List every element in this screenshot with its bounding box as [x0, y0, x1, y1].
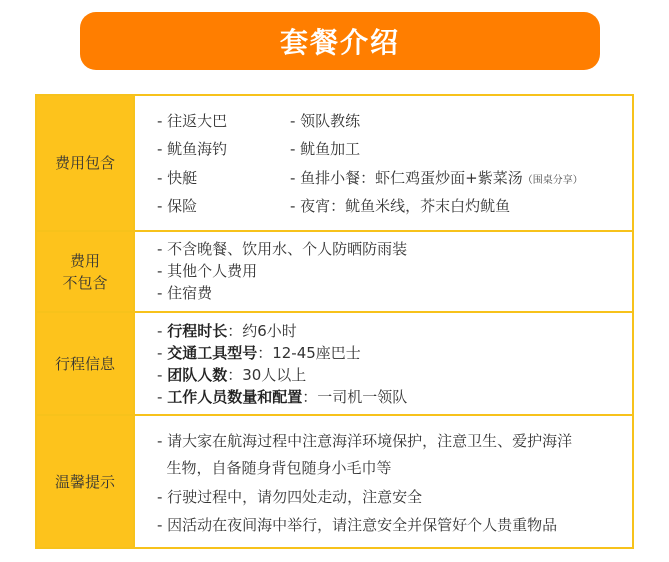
content-excluded — [135, 232, 632, 311]
included-item: - 领队教练 — [290, 112, 361, 130]
package-table — [35, 94, 634, 549]
itinerary-key: 工作人员数量和配置 — [167, 388, 303, 406]
row-excluded — [37, 232, 632, 311]
content-itinerary — [135, 313, 632, 414]
itinerary-key: 团队人数 — [167, 366, 228, 384]
itinerary-item — [157, 343, 361, 363]
itinerary-value: 约6小时 — [242, 322, 297, 340]
itinerary-dash: - — [157, 344, 168, 362]
label-excluded-line1: 费用 — [69, 251, 100, 270]
tips-line: 生物，自备随身背包随身小毛巾等 — [157, 459, 392, 477]
label-tips: 温馨提示 — [37, 416, 133, 547]
included-item: - 快艇 — [157, 169, 198, 187]
included-item: - 鱿鱼海钓 — [157, 140, 228, 158]
row-tips — [37, 416, 632, 547]
included-item: - 夜宵：鱿鱼米线，芥末白灼鱿鱼 — [290, 197, 511, 215]
title-banner — [80, 12, 600, 70]
content-tips — [135, 416, 632, 547]
excluded-item: - 其他个人费用 — [157, 262, 258, 280]
itinerary-dash: - — [157, 388, 168, 406]
itinerary-value: 一司机一领队 — [317, 388, 408, 406]
itinerary-colon: ： — [302, 388, 318, 406]
itinerary-value: 12-45座巴士 — [272, 344, 361, 362]
page-title: 套餐介绍 — [279, 26, 400, 59]
included-item-text: - 鱼排小餐：虾仁鸡蛋炒面+紫菜汤 — [290, 169, 523, 187]
included-item — [290, 168, 583, 191]
tips-line: - 请大家在航海过程中注意海洋环境保护，注意卫生、爱护海洋 — [157, 432, 573, 450]
label-itinerary: 行程信息 — [37, 313, 133, 414]
excluded-item: - 住宿费 — [157, 284, 213, 302]
label-included: 费用包含 — [37, 96, 133, 230]
itinerary-colon: ： — [227, 322, 243, 340]
itinerary-key: 行程时长 — [167, 322, 228, 340]
label-excluded-line2: 不包含 — [62, 273, 108, 292]
itinerary-key: 交通工具型号 — [167, 344, 258, 362]
tips-line: - 行驶过程中，请勿四处走动，注意安全 — [157, 488, 423, 506]
itinerary-item — [157, 321, 297, 341]
label-excluded — [37, 232, 133, 311]
itinerary-item — [157, 365, 306, 385]
included-item: - 往返大巴 — [157, 112, 228, 130]
itinerary-value: 30人以上 — [242, 366, 307, 384]
row-itinerary — [37, 313, 632, 414]
included-item-note: （围桌分享） — [522, 175, 583, 186]
itinerary-item — [157, 387, 407, 407]
included-item: - 鱿鱼加工 — [290, 140, 361, 158]
excluded-item: - 不含晚餐、饮用水、个人防晒防雨装 — [157, 240, 408, 258]
itinerary-dash: - — [157, 322, 168, 340]
tips-line: - 因活动在夜间海中举行，请注意安全并保管好个人贵重物品 — [157, 516, 558, 534]
content-included — [135, 96, 632, 230]
row-included — [37, 96, 632, 230]
itinerary-colon: ： — [257, 344, 273, 362]
itinerary-colon: ： — [227, 366, 243, 384]
included-item: - 保险 — [157, 197, 198, 215]
itinerary-dash: - — [157, 366, 168, 384]
